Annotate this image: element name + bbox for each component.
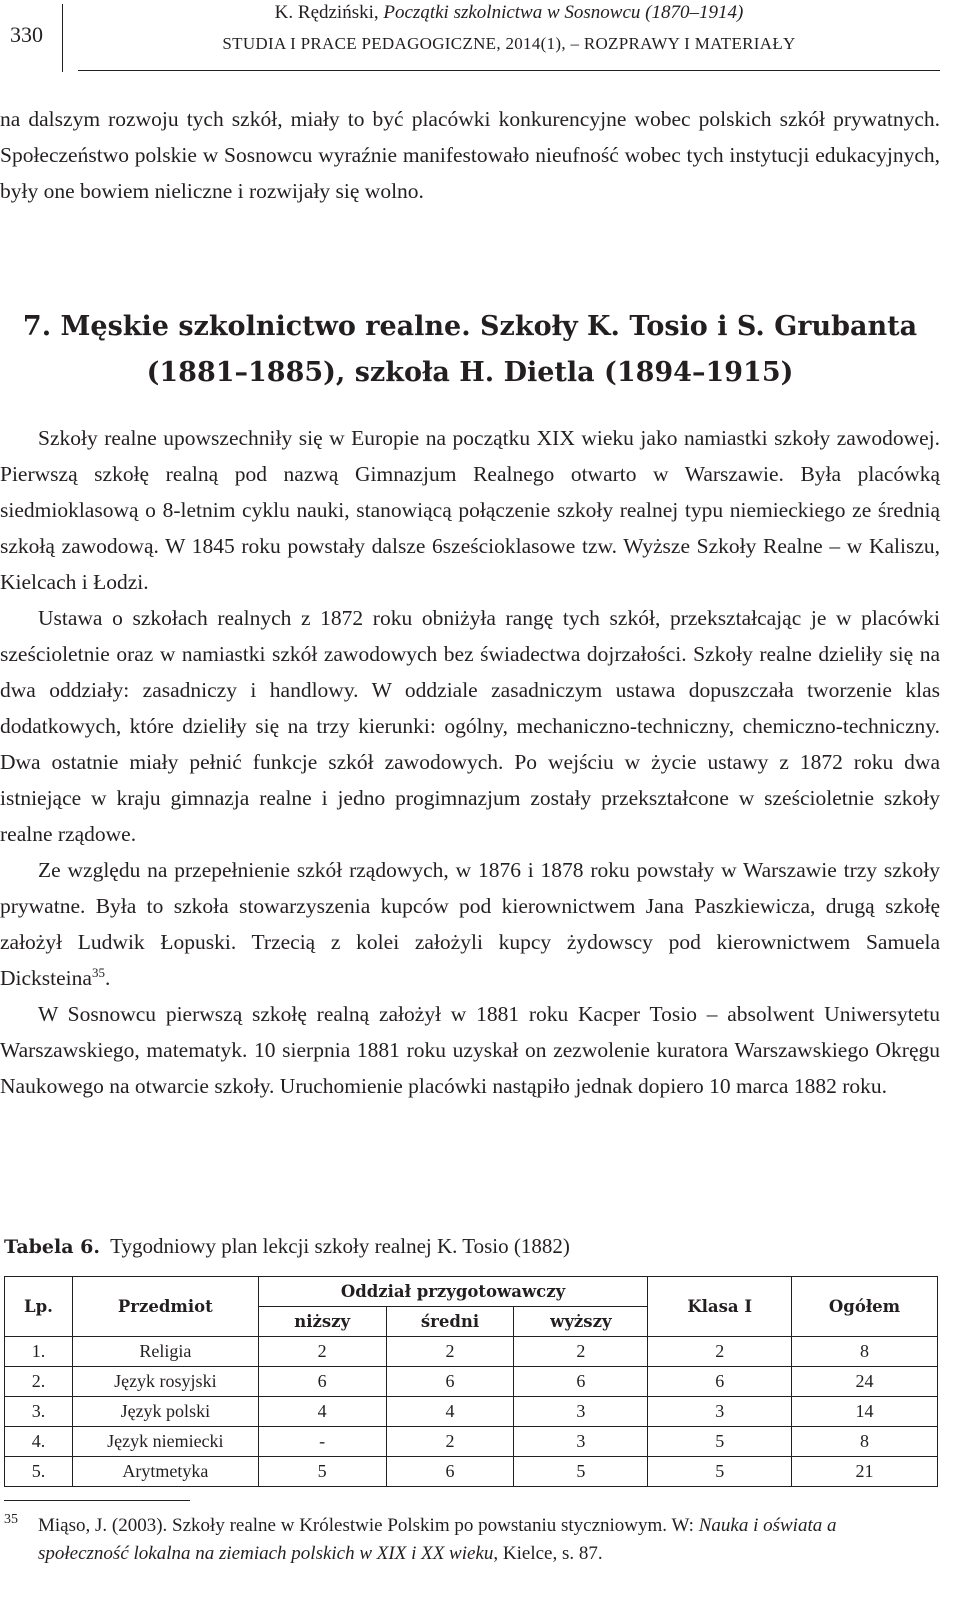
table-header-row xyxy=(5,1277,938,1307)
cell-subject: Język niemiecki xyxy=(72,1427,258,1457)
cell-subject: Język rosyjski xyxy=(72,1367,258,1397)
cell-middle: 6 xyxy=(386,1457,514,1487)
cell-total: 8 xyxy=(792,1427,938,1457)
cell-subject: Język polski xyxy=(72,1397,258,1427)
header-lower: niższy xyxy=(258,1307,386,1337)
table-row xyxy=(5,1367,938,1397)
table-label: Tabela 6. xyxy=(4,1236,100,1258)
footnote-number: 35 xyxy=(4,1512,18,1527)
cell-subject: Religia xyxy=(72,1337,258,1367)
header-article-title: Początki szkolnictwa w Sosnowcu (1870–1914) xyxy=(383,2,744,23)
cell-class-1: 5 xyxy=(648,1457,792,1487)
footnote-rule xyxy=(4,1500,190,1501)
cell-class-1: 2 xyxy=(648,1337,792,1367)
footnote-text xyxy=(38,1512,918,1568)
lesson-plan-table xyxy=(4,1276,938,1487)
cell-subject: Arytmetyka xyxy=(72,1457,258,1487)
header-vertical-rule xyxy=(62,4,63,72)
header-total: Ogółem xyxy=(792,1277,938,1337)
cell-middle: 2 xyxy=(386,1337,514,1367)
header-horizontal-rule xyxy=(78,70,940,71)
cell-lp: 3. xyxy=(5,1397,73,1427)
cell-class-1: 5 xyxy=(648,1427,792,1457)
intro-paragraph-text: na dalszym rozwoju tych szkół, miały to być placówki konkurencyjne wobec polskich szkół prywatnych. Społeczeństwo polskie w Sosnowcu wyraźnie manifestowało nieufność wobec tych instytucji edukacyjnych, były one bowiem nieliczne i rozwijały się wolno. xyxy=(0,107,940,203)
table-row xyxy=(5,1337,938,1367)
cell-middle: 6 xyxy=(386,1367,514,1397)
cell-lower: 2 xyxy=(258,1337,386,1367)
cell-middle: 2 xyxy=(386,1427,514,1457)
cell-upper: 6 xyxy=(514,1367,648,1397)
cell-total: 21 xyxy=(792,1457,938,1487)
header-preparatory-group: Oddział przygotowawczy xyxy=(258,1277,648,1307)
header-author-title xyxy=(78,2,940,24)
cell-total: 8 xyxy=(792,1337,938,1367)
header-lp: Lp. xyxy=(5,1277,73,1337)
cell-upper: 3 xyxy=(514,1427,648,1457)
cell-lp: 4. xyxy=(5,1427,73,1457)
footnote-text-end: , Kielce, s. 87. xyxy=(493,1543,603,1564)
cell-upper: 2 xyxy=(514,1337,648,1367)
section-heading-line2: (1881–1885), szkoła H. Dietla (1894–1915) xyxy=(146,357,794,388)
footnote-reference[interactable]: 35 xyxy=(91,964,105,980)
paragraph-2: Ustawa o szkołach realnych z 1872 roku obniżyła rangę tych szkół, przekształcając je w placówki sześcioletnie oraz w namiastki szkół zawodowych bez świadectwa dojrzałości. Szkoły realne dzieliły się na dwa oddziały: zasadniczy i handlowy. W oddziale zasadniczym ustawa dopuszczała tworzenie klas dodatkowych, które dzieliły się na trzy kierunki: ogólny, mechaniczno-techniczny, chemiczno-techniczny. Dwa ostatnie miały pełnić funkcje szkół zawodowych. Po wejściu w życie ustawy z 1872 roku dwa istniejące w kraju gimnazja realne i jedno progimnazjum zostały przekształcone w sześcioletnie szkoły realne rządowe. xyxy=(0,606,940,846)
paragraph-3 xyxy=(0,852,940,996)
header-subject: Przedmiot xyxy=(72,1277,258,1337)
cell-upper: 3 xyxy=(514,1397,648,1427)
section-heading-line1: 7. Męskie szkolnictwo realne. Szkoły K. Tosio i S. Grubanta xyxy=(22,311,918,342)
cell-total: 24 xyxy=(792,1367,938,1397)
section-heading xyxy=(0,304,940,396)
cell-lower: 6 xyxy=(258,1367,386,1397)
cell-total: 14 xyxy=(792,1397,938,1427)
paragraph-1: Szkoły realne upowszechniły się w Europie na początku XIX wieku jako namiastki szkoły zawodowej. Pierwszą szkołę realną pod nazwą Gimnazjum Realnego otwarto w Warszawie. Była placówką siedmioklasową o 8-letnim cyklu nauki, stanowiącą połączenie szkoły realnej typu niemieckiego ze średnią szkołą zawodową. W 1845 roku powstały dalsze 6sześcioklasowe tzw. Wyższe Szkoły Realne – w Kaliszu, Kielcach i Łodzi. xyxy=(0,426,940,594)
header-author: K. Rędziński, xyxy=(274,2,384,23)
section-body xyxy=(0,420,940,1104)
cell-lower: 5 xyxy=(258,1457,386,1487)
footnote-book-title: Nauka i oświata a społeczność lokalna na ziemiach polskich w XIX i XX wieku xyxy=(38,1515,837,1564)
table-row xyxy=(5,1457,938,1487)
header-journal: STUDIA I PRACE PEDAGOGICZNE, 2014(1), – ROZPRAWY I MATERIAŁY xyxy=(222,34,796,53)
footnote-text-start: Miąso, J. (2003). Szkoły realne w Królestwie Polskim po powstaniu styczniowym. W: xyxy=(38,1515,699,1536)
table-title: Tygodniowy plan lekcji szkoły realnej K. Tosio (1882) xyxy=(110,1234,570,1258)
header-middle: średni xyxy=(386,1307,514,1337)
cell-lower: 4 xyxy=(258,1397,386,1427)
cell-lp: 2. xyxy=(5,1367,73,1397)
table-row xyxy=(5,1427,938,1457)
running-header xyxy=(0,0,960,80)
table-caption xyxy=(4,1234,570,1259)
cell-middle: 4 xyxy=(386,1397,514,1427)
cell-lp: 1. xyxy=(5,1337,73,1367)
cell-lp: 5. xyxy=(5,1457,73,1487)
paragraph-4: W Sosnowcu pierwszą szkołę realną założył w 1881 roku Kacper Tosio – absolwent Uniwersytetu Warszawskiego, matematyk. 10 sierpnia 1881 roku uzyskał on zezwolenie kuratora Warszawskiego Okręgu Naukowego na otwarcie szkoły. Uruchomienie placówki nastąpiło jednak dopiero 10 marca 1882 roku. xyxy=(0,1002,940,1098)
page-number: 330 xyxy=(10,22,43,47)
paragraph-3-end: . xyxy=(104,966,111,990)
table-row xyxy=(5,1397,938,1427)
header-upper: wyższy xyxy=(514,1307,648,1337)
intro-paragraph xyxy=(0,101,940,209)
cell-upper: 5 xyxy=(514,1457,648,1487)
cell-lower: - xyxy=(258,1427,386,1457)
cell-class-1: 3 xyxy=(648,1397,792,1427)
cell-class-1: 6 xyxy=(648,1367,792,1397)
paragraph-3-text: Ze względu na przepełnienie szkół rządowych, w 1876 i 1878 roku powstały w Warszawie trzy szkoły prywatne. Była to szkoła stowarzyszenia kupców pod kierownictwem Jana Paszkiewicza, drugą szkołę założył Ludwik Łopuski. Trzecią z kolei założyli kupcy żydowscy pod kierownictwem Samuela Dicksteina xyxy=(0,858,940,990)
header-class-1: Klasa I xyxy=(648,1277,792,1337)
